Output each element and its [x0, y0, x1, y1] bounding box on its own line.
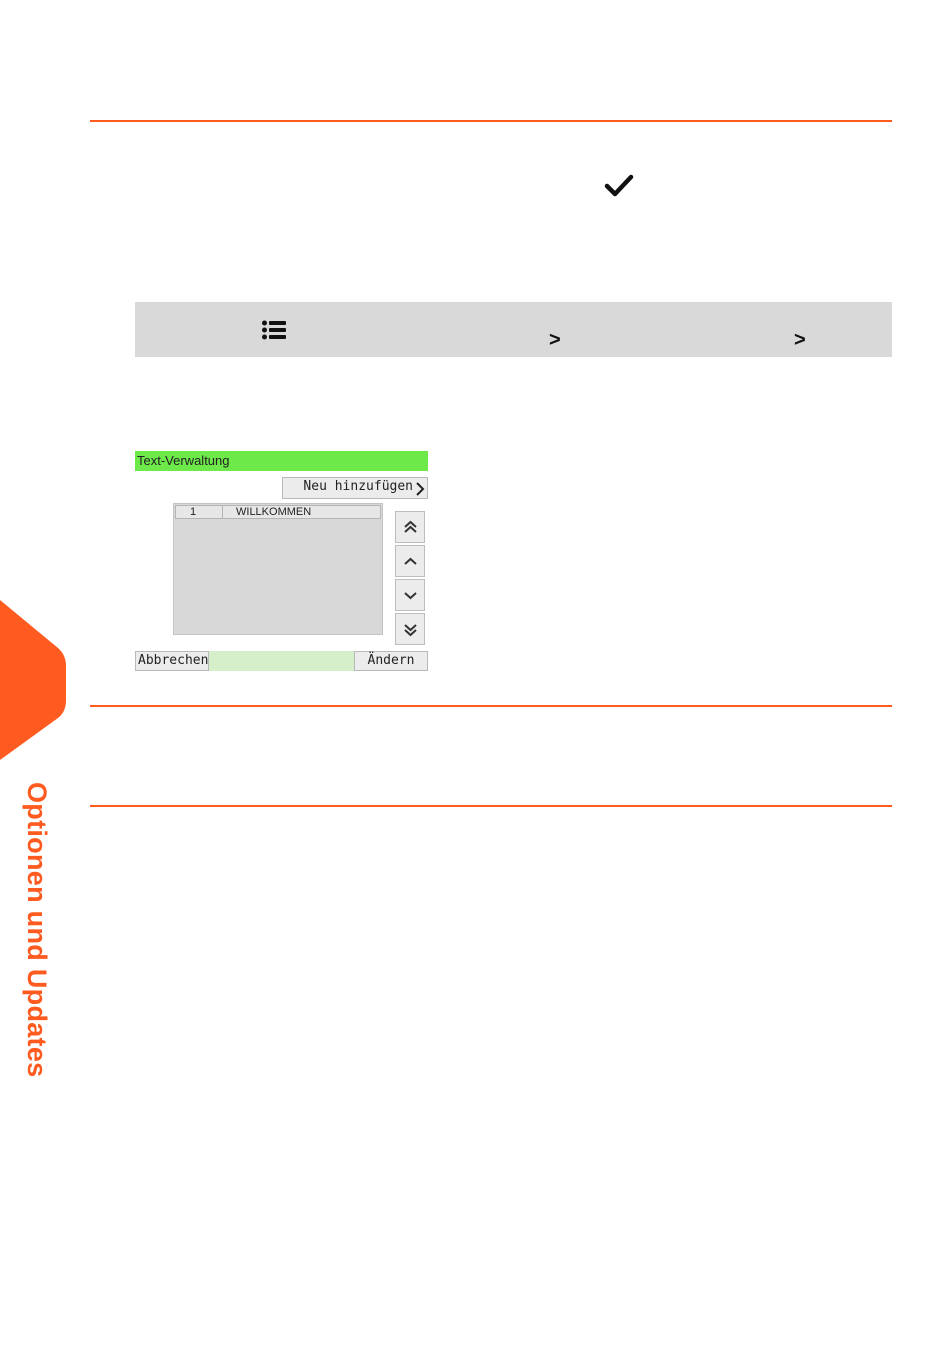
chevron-up-icon — [403, 554, 418, 569]
divider-middle — [90, 705, 892, 707]
screen-title: Text-Verwaltung — [137, 453, 230, 468]
text-list — [173, 503, 383, 635]
path-separator: > — [549, 329, 561, 351]
list-item[interactable] — [175, 505, 381, 519]
add-new-button[interactable] — [282, 477, 428, 499]
scroll-down-button[interactable] — [395, 579, 425, 611]
double-chevron-up-icon — [403, 520, 418, 535]
list-menu-icon — [262, 320, 286, 340]
side-tab-marker — [0, 600, 66, 760]
divider-bottom — [90, 805, 892, 807]
list-item-name: WILLKOMMEN — [236, 506, 312, 518]
scroll-up-button[interactable] — [395, 545, 425, 577]
scroll-first-button[interactable] — [395, 511, 425, 543]
screen-title-bar — [135, 451, 428, 471]
column-divider — [222, 505, 223, 519]
change-button[interactable]: Ändern — [354, 651, 428, 671]
path-separator: > — [794, 329, 806, 351]
list-item-number: 1 — [190, 506, 197, 518]
add-new-label: Neu hinzufügen — [303, 479, 413, 494]
section-side-label: Optionen und Updates — [22, 782, 52, 1078]
double-chevron-down-icon — [403, 622, 418, 637]
scroll-last-button[interactable] — [395, 613, 425, 645]
cancel-button[interactable]: Abbrechen — [135, 651, 209, 671]
chevron-right-icon — [415, 482, 425, 496]
divider-top — [90, 120, 892, 122]
chevron-down-icon — [403, 588, 418, 603]
check-icon — [604, 173, 634, 199]
device-screen — [135, 451, 428, 671]
menu-path-bar — [135, 302, 892, 357]
